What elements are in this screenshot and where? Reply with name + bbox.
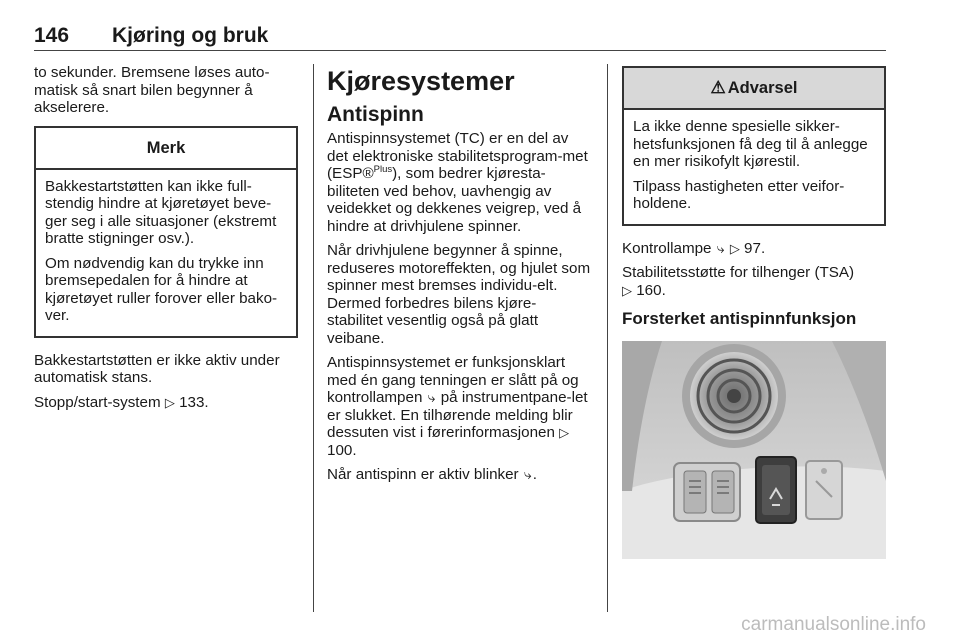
traction-control-icon: ⤷	[716, 239, 725, 256]
page-header	[34, 20, 886, 51]
page-number: 146	[34, 24, 70, 47]
page-reference-link[interactable]: 97.	[744, 239, 766, 257]
page-reference-arrow-icon: ▷	[622, 282, 632, 298]
traction-control-icon: ⤷	[523, 466, 532, 482]
page-reference-arrow-icon: ▷	[729, 240, 740, 256]
note-title: Merk	[36, 128, 296, 170]
page-reference-arrow-icon: ▷	[164, 394, 175, 410]
tc-ready-paragraph: Antispinnsystemet er funksjonsklart med én gang tenningen er slått på og kontrollampen ⤷ på instrumentpane-let er slukket. En tilhørende melding blir dessuten vist i førerinformasjonen ▷ 100.	[327, 354, 588, 459]
dashboard-switch-illustration	[622, 341, 886, 559]
column-1	[34, 64, 298, 418]
column-divider	[607, 64, 608, 612]
esp-plus-superscript: Plus	[373, 163, 393, 175]
column-divider	[313, 64, 314, 612]
section-title: Kjøresystemer	[327, 66, 515, 96]
intro-paragraph: to sekunder. Bremsene løses auto-matisk så snart bilen begynner å akselerere.	[34, 64, 270, 116]
warning-box	[622, 66, 886, 226]
page-reference-link[interactable]: 160.	[636, 281, 666, 299]
chapter-title: Kjøring og bruk	[112, 24, 269, 47]
dashboard-illustration-svg	[622, 341, 886, 559]
stop-start-reference: Stopp/start-system ▷ 133.	[34, 393, 209, 411]
column-3	[622, 64, 886, 559]
page-reference-arrow-icon: ▷	[559, 425, 570, 440]
subsection-title: Forsterket antispinnfunksjon	[622, 309, 857, 328]
note-box	[34, 126, 298, 338]
warning-header	[624, 68, 884, 110]
tsa-reference: Stabilitetsstøtte for tilhenger (TSA) ▷ 160.	[622, 264, 855, 299]
warning-title: Advarsel	[727, 79, 798, 97]
warning-triangle-icon: ⚠	[710, 78, 726, 97]
page-reference-link[interactable]: 133.	[179, 393, 209, 411]
warning-paragraph: Tilpass hastigheten etter veifor-holdene.	[633, 177, 845, 212]
note-paragraph: Om nødvendig kan du trykke inn bremsepedalen for å hindre at kjøretøyet ruller forover eller bako-ver.	[45, 254, 278, 324]
watermark: carmanualsonline.info	[741, 614, 926, 635]
auto-stop-paragraph: Bakkestartstøtten er ikke aktiv under automatisk stans.	[34, 351, 280, 386]
tc-active-paragraph: Når antispinn er aktiv blinker ⤷.	[327, 466, 537, 483]
subsection-title: Antispinn	[327, 103, 424, 126]
column-2	[327, 64, 591, 491]
page-reference-link[interactable]: 100.	[327, 441, 357, 459]
control-lamp-reference: Kontrollampe ⤷ ▷ 97.	[622, 239, 766, 257]
tc-function-paragraph: Når drivhjulene begynner å spinne, reduseres motoreffekten, og hjulet som spinner mest bremses individu-elt. Dermed forbedres bilens kjøre-stabilitet vesentlig også på glatt veibane.	[327, 242, 591, 347]
note-paragraph: Bakkestartstøtten kan ikke full-stendig hindre at kjøretøyet beve-ger seg i alle situasjoner (ekstremt bratte stigninger osv.).	[45, 177, 277, 247]
traction-control-icon: ⤷	[427, 389, 436, 405]
tc-description-paragraph: Antispinnsystemet (TC) er en del av det elektroniske stabilitetsprogram-met (ESP®$^{Plus}$), som bedrer kjøresta-biliteten ved behov, uavhengig av veidekket og dekkenes veigrep, ved å hindre at drivhjulene spinner.	[327, 130, 588, 235]
warning-paragraph: La ikke denne spesielle sikker-hetsfunksjonen få deg til å anlegge en mer risikofylt kjørestil.	[633, 118, 868, 170]
